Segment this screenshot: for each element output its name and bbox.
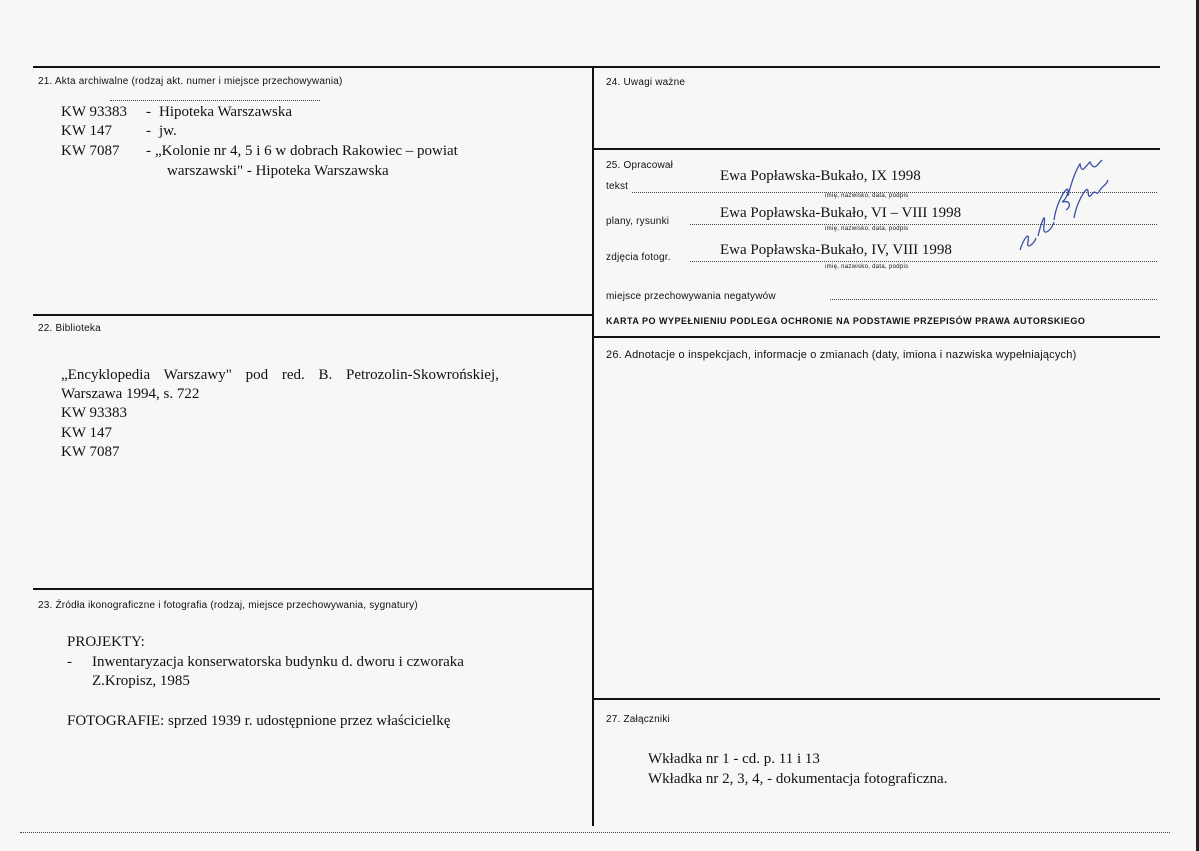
library-item: KW 93383	[61, 405, 127, 421]
photos-line: FOTOGRAFIE: sprzed 1939 r. udostępnione przez właścicielkę	[67, 713, 451, 729]
zdjecia-value: Ewa Popławska-Bukało, IV, VIII 1998	[720, 242, 952, 258]
section-27-title: 27. Załączniki	[606, 714, 670, 725]
archive-dash: -	[146, 123, 151, 139]
negatives-dotline	[830, 299, 1157, 300]
rule-25-26	[593, 336, 1160, 338]
zdjecia-caption: imię, nazwisko, data, podpis	[825, 264, 909, 270]
archive-text: „Kolonie nr 4, 5 i 6 w dobrach Rakowiec – powiat	[155, 143, 458, 159]
section-24-title: 24. Uwagi ważne	[606, 77, 686, 88]
tekst-caption: imię, nazwisko, data, podpis	[825, 193, 909, 199]
rule-26-27	[593, 698, 1160, 700]
plany-label: plany, rysunki	[606, 216, 670, 227]
library-item: KW 7087	[61, 444, 120, 460]
plany-value: Ewa Popławska-Bukało, VI – VIII 1998	[720, 205, 962, 221]
library-item: KW 147	[61, 425, 112, 441]
tekst-value: Ewa Popławska-Bukało, IX 1998	[720, 168, 921, 184]
library-line-2: Warszawa 1994, s. 722	[61, 386, 200, 402]
handwritten-signature	[1010, 150, 1120, 260]
top-rule	[33, 66, 1160, 68]
section-25-title: 25. Opracował	[606, 160, 674, 171]
project-line-1: Inwentaryzacja konserwatorska budynku d. dworu i czworaka	[92, 654, 464, 670]
copyright-notice: KARTA PO WYPEŁNIENIU PODLEGA OCHRONIE NA PODSTAWIE PRZEPISÓW PRAWA AUTORSKIEGO	[606, 316, 1086, 326]
attachment-line-2: Wkładka nr 2, 3, 4, - dokumentacja fotograficzna.	[648, 771, 948, 787]
archive-dash: -	[146, 143, 151, 159]
bottom-edge-dotline	[20, 832, 1170, 833]
center-divider	[592, 66, 594, 826]
archive-text: jw.	[159, 123, 177, 139]
zdjecia-dotline	[690, 261, 1157, 262]
project-line-2: Z.Kropisz, 1985	[92, 673, 190, 689]
archive-continuation: warszawski" - Hipoteka Warszawska	[167, 163, 389, 179]
archive-code: KW 7087	[61, 143, 120, 159]
archive-dash: -	[146, 104, 151, 120]
negatives-label: miejsce przechowywania negatywów	[606, 291, 776, 302]
plany-caption: imię, nazwisko, data, podpis	[825, 226, 909, 232]
archive-code: KW 147	[61, 123, 112, 139]
section-26-title: 26. Adnotacje o inspekcjach, informacje o zmianach (daty, imiona i nazwiska wypełniających)	[606, 349, 1077, 361]
archive-text: Hipoteka Warszawska	[159, 104, 293, 120]
projects-heading: PROJEKTY:	[67, 634, 145, 650]
archive-code: KW 93383	[61, 104, 127, 120]
zdjecia-label: zdjęcia fotogr.	[606, 252, 671, 263]
rule-21-22	[33, 314, 593, 316]
library-line-1: „Encyklopedia Warszawy" pod red. B. Petrozolin-Skowrońskiej,	[61, 367, 499, 383]
section-22-title: 22. Biblioteka	[38, 323, 101, 334]
section-23-title: 23. Źródła ikonograficzne i fotografia (rodzaj, miejsce przechowywania, sygnatury)	[38, 600, 418, 611]
tekst-label: tekst	[606, 181, 629, 192]
section-21-underline	[110, 100, 320, 101]
section-21-title: 21. Akta archiwalne (rodzaj akt. numer i miejsce przechowywania)	[38, 76, 343, 87]
rule-22-23	[33, 588, 593, 590]
project-bullet: -	[67, 654, 72, 670]
attachment-line-1: Wkładka nr 1 - cd. p. 11 i 13	[648, 751, 820, 767]
